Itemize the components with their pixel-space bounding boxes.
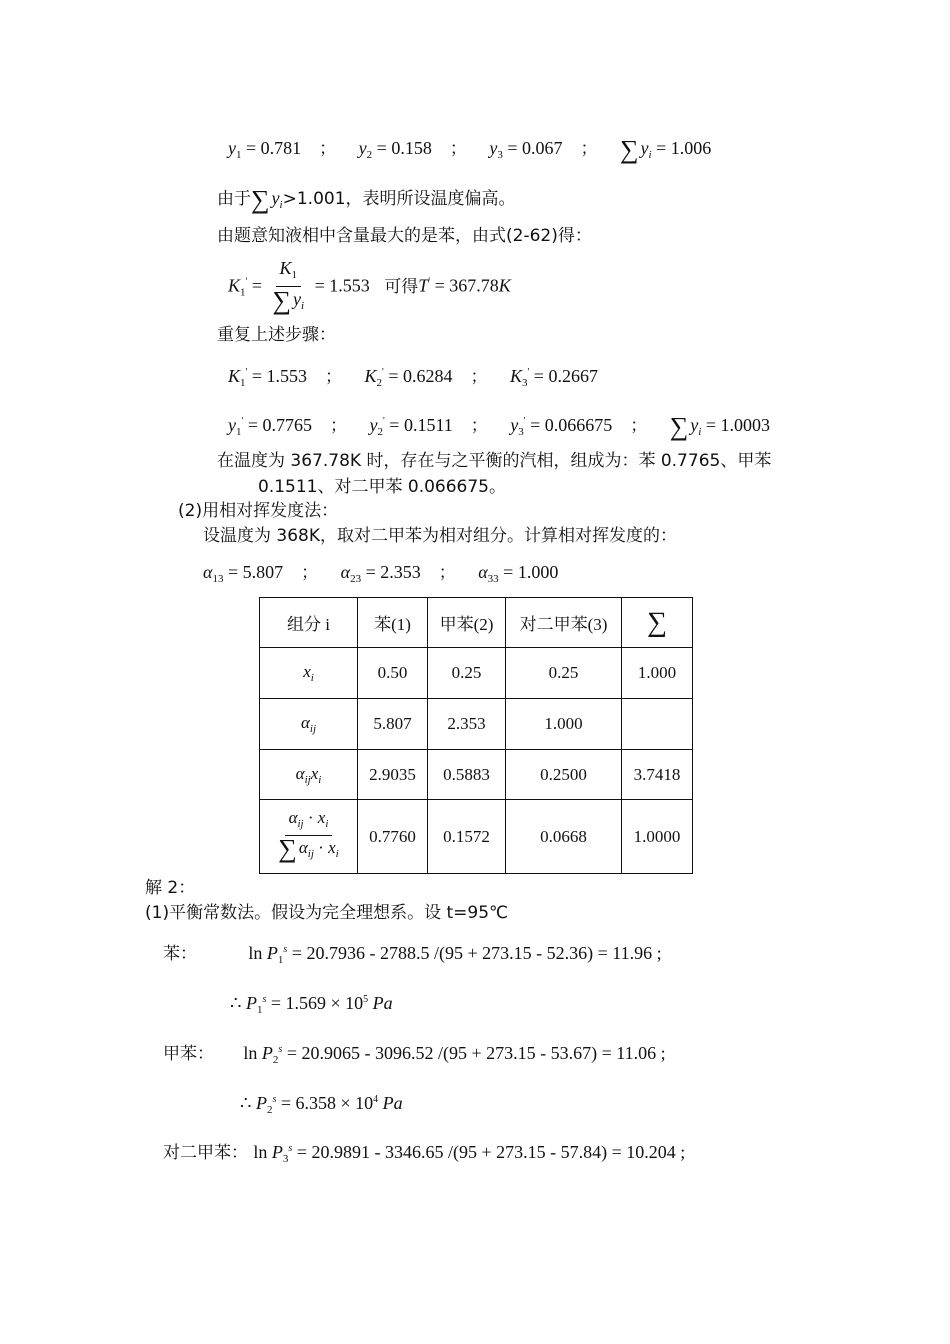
line-k1-fraction: $K_1'$ = $\frac{K_1}{\sum y_i}$ = 1.553 可得T' = 367.78K [228, 258, 511, 315]
line-toluene-ps: 甲苯： $\ln P_2^s = 20.9065 - 3096.52$ /(95 + 273.15 - 53.67) = 11.06 ; [163, 1043, 666, 1066]
line-alpha-values: $\alpha_{13} = 5.807$ ； $\alpha_{23} = 2.353$ ； $\alpha_{33} = 1.000$ [203, 562, 559, 585]
line-benzene-max: 由题意知液相中含量最大的是苯，由式(2-62)得： [217, 226, 592, 246]
table-row [260, 750, 693, 800]
line-k-values: $K_1' = 1.553$ ； $K_2' = 0.6284$ ； $K_3' = 0.2667$ [228, 366, 598, 389]
table-cell: 0.1572 [428, 800, 506, 874]
table-cell: 3.7418 [622, 750, 693, 800]
row-label-fraction: $\frac{\alpha_{ij} \cdot x_i}{\sum \alpha_{ij} \cdot x_i}$ [260, 800, 358, 874]
line-y-values-1: $y_1 = 0.781$ ； $y_2 = 0.158$ ； $y_3 = 0.067$ ； ∑ $y_i = 1.006$ [228, 135, 712, 164]
row-label-x: $x_i$ [260, 648, 358, 699]
line-repeat: 重复上述步骤： [217, 325, 336, 345]
table-cell: 1.000 [506, 699, 622, 750]
table-cell: 0.2500 [506, 750, 622, 800]
table-header-cell: 苯(1) [358, 598, 428, 648]
table-cell: 0.5883 [428, 750, 506, 800]
line-vapor-comp-a: 在温度为 367.78K 时，存在与之平衡的汽相，组成为：苯 0.7765、甲苯 [217, 451, 772, 471]
table-cell: 2.353 [428, 699, 506, 750]
line-equilibrium-constant: (1)平衡常数法。假设为完全理想系。设 t=95℃ [145, 903, 509, 923]
line-pxylene-ps: 对二甲苯： $\ln P_3^s = 20.9891 - 3346.65$ /(95 + 273.15 - 57.84) = 10.204 ; [163, 1142, 686, 1165]
table-row [260, 648, 693, 699]
volatility-table [259, 597, 693, 874]
line-vapor-comp-b: 0.1511、对二甲苯 0.066675。 [258, 477, 507, 497]
line-toluene-result: ∴ $P_2^s = 6.358 \times 10^4$ Pa [240, 1093, 403, 1116]
table-cell: 0.50 [358, 648, 428, 699]
table-row [260, 699, 693, 750]
row-label-alpha-x: $\alpha_{ij}x_i$ [260, 750, 358, 800]
table-cell: 0.7760 [358, 800, 428, 874]
line-benzene-ps: 苯： $\ln P_1^s = 20.7936 - 2788.5$ /(95 + 273.15 - 52.36) = 11.96 ; [163, 943, 662, 966]
sigma-header: ∑ [622, 598, 693, 648]
line-assume-368k: 设温度为 368K，取对二甲苯为相对组分。计算相对挥发度的： [203, 526, 677, 546]
line-y-values-2: $y_1' = 0.7765$ ； $y_2' = 0.1511$ ； $y_3' = 0.066675$ ； ∑ $y_i = 1.0003$ [228, 412, 771, 441]
table-cell: 2.9035 [358, 750, 428, 800]
table-cell: 1.000 [622, 648, 693, 699]
table-cell: 0.25 [506, 648, 622, 699]
table-header-cell: 对二甲苯(3) [506, 598, 622, 648]
table-cell: 5.807 [358, 699, 428, 750]
line-benzene-result: ∴ $P_1^s = 1.569 \times 10^5$ Pa [230, 993, 393, 1016]
table-cell: 0.25 [428, 648, 506, 699]
table-header-row [260, 598, 693, 648]
table-cell: 0.0668 [506, 800, 622, 874]
solution-2-heading: 解 2： [145, 878, 196, 898]
table-row [260, 800, 693, 874]
section-relative-volatility: (2)用相对挥发度法： [178, 501, 339, 521]
table-cell: 1.0000 [622, 800, 693, 874]
table-header-cell: 甲苯(2) [428, 598, 506, 648]
row-label-alpha: $\alpha_{ij}$ [260, 699, 358, 750]
table-header-cell: 组分 i [260, 598, 358, 648]
table-cell [622, 699, 693, 750]
line-sum-check: 由于∑ $y_i>1.001$，表明所设温度偏高。 [217, 185, 516, 214]
